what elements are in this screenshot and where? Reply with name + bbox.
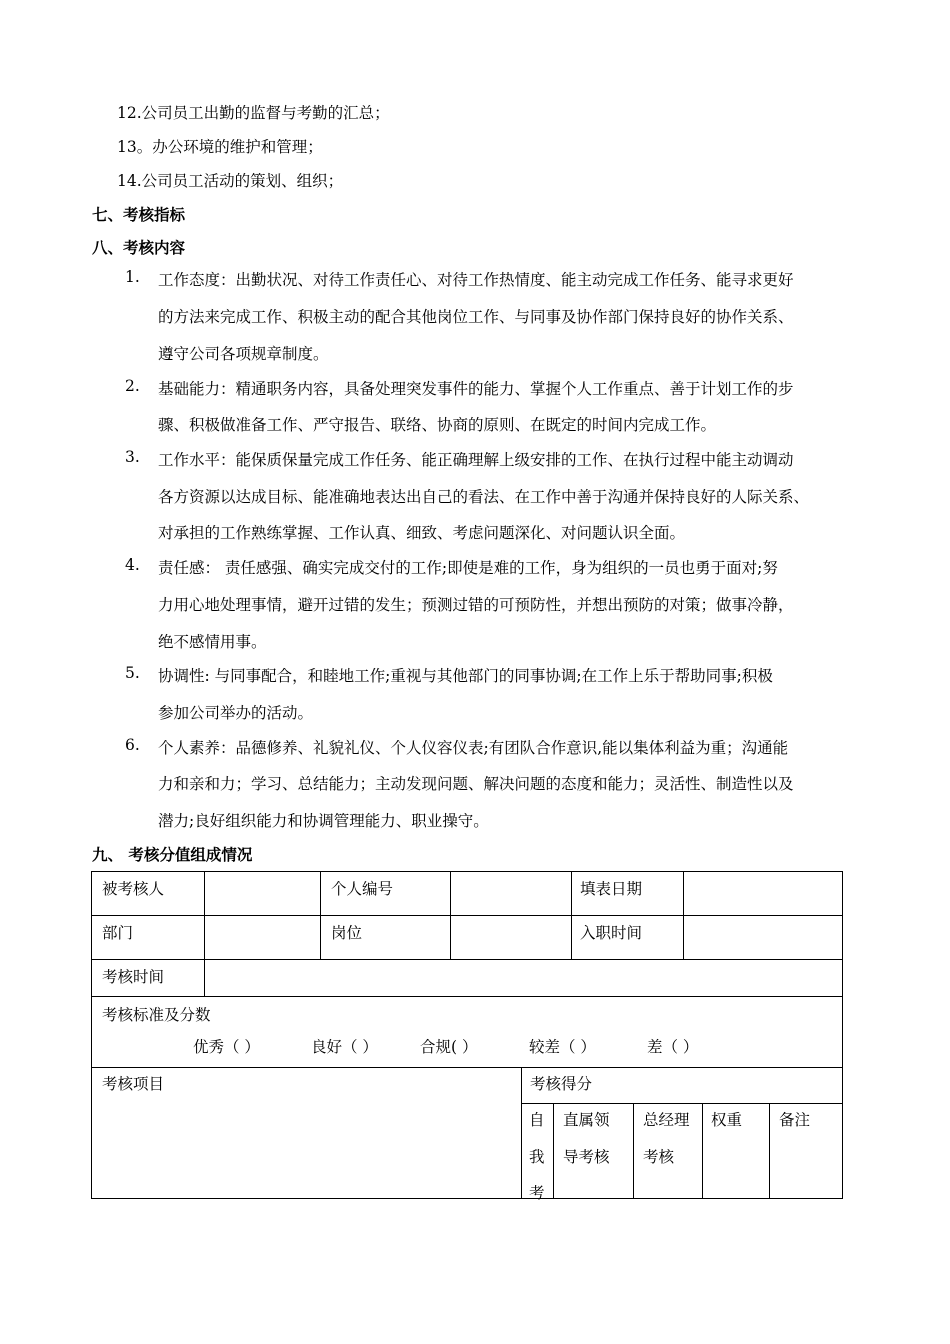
table-cell <box>91 871 205 916</box>
list-item-line: 协调性: 与同事配合，和睦地工作;重视与其他部门的同事协调;在工作上乐于帮助同事;积极 <box>158 667 773 685</box>
table-cell-direct-leader <box>553 1103 634 1199</box>
list-item-line: 潜力;良好组织能力和协调管理能力、职业操守。 <box>158 812 489 830</box>
duty-item: 12.公司员工出勤的监督与考勤的汇总； <box>117 104 390 122</box>
table-cell-fill-date-value[interactable] <box>683 871 843 916</box>
self-line: 我 <box>529 1148 545 1166</box>
table-cell-weight <box>702 1103 770 1199</box>
direct-leader-line: 直属领 <box>563 1111 610 1129</box>
list-item-line: 参加公司举办的活动。 <box>158 704 314 722</box>
list-item-line: 骤、积极做准备工作、严守报告、联络、协商的原则、在既定的时间内完成工作。 <box>158 416 717 434</box>
list-item-line: 力和亲和力；学习、总结能力；主动发现问题、解决问题的态度和能力；灵活性、制造性以及 <box>158 775 794 793</box>
label-remark: 备注 <box>779 1111 811 1129</box>
label-weight: 权重 <box>711 1111 743 1129</box>
gm-line: 总经理 <box>643 1111 690 1129</box>
list-item-line: 对承担的工作熟练掌握、工作认真、细致、考虑问题深化、对问题认识全面。 <box>158 524 686 542</box>
label-review-time: 考核时间 <box>102 968 165 986</box>
list-item-line: 各方资源以达成目标、能准确地表达出自己的看法、在工作中善于沟通并保持良好的人际关系、 <box>158 488 810 506</box>
table-cell <box>571 915 684 960</box>
table-cell-gm <box>633 1103 703 1199</box>
table-cell <box>91 959 205 997</box>
list-item-line: 工作水平：能保质保量完成工作任务、能正确理解上级安排的工作、在执行过程中能主动调动 <box>158 451 794 469</box>
label-score-header: 考核得分 <box>530 1075 593 1093</box>
list-number: 2. <box>125 377 140 395</box>
list-number: 6. <box>125 736 140 754</box>
section-7-heading: 七、考核指标 <box>92 206 186 224</box>
list-item-line: 个人素养：品德修养、礼貌礼仪、个人仪容仪表;有团队合作意识,能以集体利益为重；沟通能 <box>158 739 789 757</box>
gm-line: 考核 <box>643 1148 675 1166</box>
list-number: 3. <box>125 448 140 466</box>
list-item-line: 遵守公司各项规章制度。 <box>158 345 329 363</box>
label-personal-id: 个人编号 <box>331 880 394 898</box>
table-cell-department-value[interactable] <box>204 915 321 960</box>
evaluation-table <box>91 871 843 1202</box>
table-cell-self <box>521 1103 554 1202</box>
self-line: 考 <box>529 1184 545 1202</box>
list-item-line: 基础能力：精通职务内容，具备处理突发事件的能力、掌握个人工作重点、善于计划工作的步 <box>158 380 794 398</box>
table-cell-position-value[interactable] <box>450 915 572 960</box>
table-cell-score-header <box>521 1067 843 1104</box>
list-item-line: 责任感： 责任感强、确实完成交付的工作;即使是难的工作，身为组织的一员也勇于面对;努 <box>158 559 778 577</box>
grade-excellent[interactable]: 优秀（ ） <box>193 1038 260 1056</box>
table-cell <box>320 871 451 916</box>
label-fill-date: 填表日期 <box>580 880 643 898</box>
label-standard-title: 考核标准及分数 <box>102 1006 211 1024</box>
table-cell-items <box>91 1067 522 1199</box>
list-item-line: 的方法来完成工作、积极主动的配合其他岗位工作、与同事及协作部门保持良好的协作关系、 <box>158 308 794 326</box>
list-number: 1. <box>125 268 140 286</box>
label-position: 岗位 <box>331 924 363 942</box>
table-cell-examinee-value[interactable] <box>204 871 321 916</box>
grade-compliant[interactable]: 合规( ） <box>420 1038 478 1056</box>
section-9-heading: 九、 考核分值组成情况 <box>92 846 253 864</box>
section-8-heading: 八、考核内容 <box>92 239 186 257</box>
label-entry-date: 入职时间 <box>580 924 643 942</box>
table-cell <box>571 871 684 916</box>
table-cell <box>91 915 205 960</box>
list-item-line: 工作态度：出勤状况、对待工作责任心、对待工作热情度、能主动完成工作任务、能寻求更好 <box>158 271 794 289</box>
label-department: 部门 <box>102 924 134 942</box>
table-cell-review-time-value[interactable] <box>204 959 843 997</box>
grade-poor[interactable]: 较差（ ） <box>529 1038 596 1056</box>
grade-bad[interactable]: 差（ ） <box>647 1038 699 1056</box>
label-examinee: 被考核人 <box>102 880 165 898</box>
table-cell-personal-id-value[interactable] <box>450 871 572 916</box>
self-line: 自 <box>529 1111 545 1129</box>
list-item-line: 绝不感情用事。 <box>158 633 267 651</box>
table-cell-standards <box>91 996 843 1068</box>
list-number: 5. <box>125 664 140 682</box>
label-item-header: 考核项目 <box>102 1075 165 1093</box>
duty-item: 13。办公环境的维护和管理； <box>117 138 323 156</box>
duty-item: 14.公司员工活动的策划、组织； <box>117 172 344 190</box>
table-cell-remark <box>769 1103 843 1199</box>
grade-good[interactable]: 良好（ ） <box>311 1038 378 1056</box>
table-cell <box>320 915 451 960</box>
list-number: 4. <box>125 556 140 574</box>
list-item-line: 力用心地处理事情，避开过错的发生；预测过错的可预防性，并想出预防的对策；做事冷静， <box>158 596 794 614</box>
direct-leader-line: 导考核 <box>563 1148 610 1166</box>
table-cell-entry-date-value[interactable] <box>683 915 843 960</box>
